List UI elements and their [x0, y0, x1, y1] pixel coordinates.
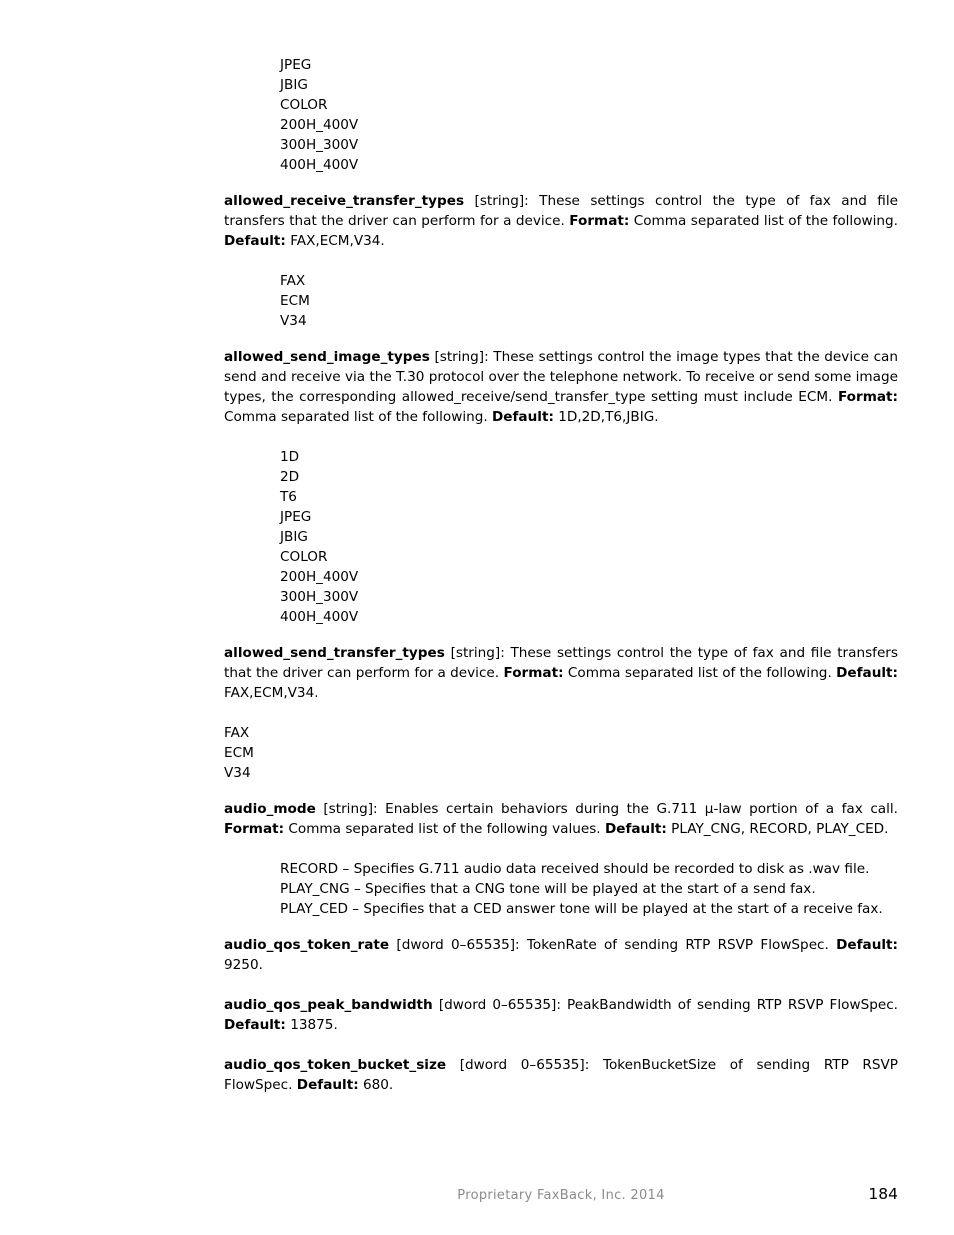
footer-copyright: Proprietary FaxBack, Inc. 2014: [457, 1188, 665, 1203]
setting-paragraph: [224, 995, 898, 1035]
format-label: Format:: [503, 665, 564, 681]
setting-name: audio_qos_token_rate: [224, 937, 390, 953]
setting-type: [string]: [434, 349, 485, 365]
format-label: Format:: [569, 213, 630, 229]
default-label: Default:: [224, 1017, 286, 1033]
list-item: JPEG: [280, 57, 312, 73]
list-item: ECM: [280, 293, 310, 309]
list-item: JBIG: [280, 77, 308, 93]
setting-type: [string]: [323, 801, 374, 817]
list-item: JBIG: [280, 529, 308, 545]
setting-paragraph: [224, 935, 898, 975]
list-item: PLAY_CNG – Specifies that a CNG tone will be played at the start of a send fax.: [280, 881, 816, 897]
list-item: FAX: [280, 273, 306, 289]
list-item: 200H_400V: [280, 569, 359, 585]
list-item: 300H_300V: [280, 589, 359, 605]
setting-name: audio_qos_peak_bandwidth: [224, 997, 433, 1013]
setting-type: [string]: [450, 645, 501, 661]
setting-name: allowed_send_transfer_types: [224, 645, 445, 661]
list-item: 1D: [280, 449, 300, 465]
list-item: 300H_300V: [280, 137, 359, 153]
list-item: JPEG: [280, 509, 312, 525]
list-item: COLOR: [280, 549, 328, 565]
default-value: PLAY_CNG, RECORD, PLAY_CED.: [666, 821, 889, 837]
default-value: 13875.: [285, 1017, 338, 1033]
list-item: 2D: [280, 469, 300, 485]
default-label: Default:: [604, 821, 667, 837]
setting-paragraph: [224, 1055, 898, 1095]
list-item: 200H_400V: [280, 117, 359, 133]
image-type-list: [280, 55, 898, 175]
default-value: FAX,ECM,V34.: [224, 685, 319, 701]
setting-description: : These settings control the image types that the device can send and receive via the T.30 protocol over the telephone network. To receive or send some image types, the corresponding allowed_receive/send_transfer_type setting must include ECM.: [224, 349, 898, 405]
default-label: Default:: [224, 233, 286, 249]
list-item: 400H_400V: [280, 157, 359, 173]
format-text: Comma separated list of the following values.: [284, 821, 605, 837]
list-item: PLAY_CED – Specifies that a CED answer tone will be played at the start of a receive fax.: [280, 901, 883, 917]
option-list: [280, 447, 898, 627]
setting-description: : TokenRate of sending RTP RSVP FlowSpec.: [515, 937, 837, 953]
setting-name: allowed_receive_transfer_types: [224, 193, 465, 209]
list-item: ECM: [224, 745, 254, 761]
default-label: Default:: [296, 1077, 359, 1093]
format-text: Comma separated list of the following.: [629, 213, 898, 229]
format-text: Comma separated list of the following.: [563, 665, 837, 681]
option-list: [224, 723, 898, 783]
setting-description: : PeakBandwidth of sending RTP RSVP FlowSpec.: [556, 997, 898, 1013]
default-value: 1D,2D,T6,JBIG.: [553, 409, 659, 425]
page-number: 184: [868, 1185, 898, 1203]
list-item: T6: [280, 489, 297, 505]
default-label: Default:: [492, 409, 554, 425]
list-item: V34: [224, 765, 251, 781]
format-label: Format:: [224, 821, 285, 837]
setting-paragraph: [224, 191, 898, 251]
setting-type: [dword 0–65535]: [438, 997, 557, 1013]
setting-type: [dword 0–65535]: [396, 937, 516, 953]
list-item: COLOR: [280, 97, 328, 113]
document-page: [224, 55, 898, 1095]
format-label: Format:: [837, 389, 898, 405]
default-label: Default:: [836, 665, 898, 681]
setting-description: : These settings control the type of fax and file transfers that the driver can perform for a device.: [224, 645, 898, 681]
default-value: FAX,ECM,V34.: [285, 233, 385, 249]
option-description-list: [280, 859, 898, 919]
setting-description: : These settings control the type of fax and file transfers that the driver can perform for a device.: [224, 193, 898, 229]
list-item: RECORD – Specifies G.711 audio data received should be recorded to disk as .wav file.: [280, 861, 870, 877]
option-list: [280, 271, 898, 331]
setting-paragraph: [224, 347, 898, 427]
setting-name: audio_qos_token_bucket_size: [224, 1057, 447, 1073]
setting-name: allowed_send_image_types: [224, 349, 430, 365]
default-value: 9250.: [224, 957, 263, 973]
setting-description: : Enables certain behaviors during the G.711 µ-law portion of a fax call.: [373, 801, 899, 817]
setting-type: [dword 0–65535]: [459, 1057, 585, 1073]
setting-paragraph: [224, 643, 898, 703]
setting-description: : TokenBucketSize of sending RTP RSVP FlowSpec.: [224, 1057, 898, 1093]
list-item: 400H_400V: [280, 609, 359, 625]
setting-name: audio_mode: [224, 801, 316, 817]
default-label: Default:: [836, 937, 898, 953]
page-footer: [224, 1184, 898, 1206]
default-value: 680.: [358, 1077, 394, 1093]
list-item: FAX: [224, 725, 250, 741]
setting-type: [string]: [474, 193, 525, 209]
format-text: Comma separated list of the following.: [224, 409, 493, 425]
setting-paragraph: [224, 799, 898, 839]
list-item: V34: [280, 313, 307, 329]
